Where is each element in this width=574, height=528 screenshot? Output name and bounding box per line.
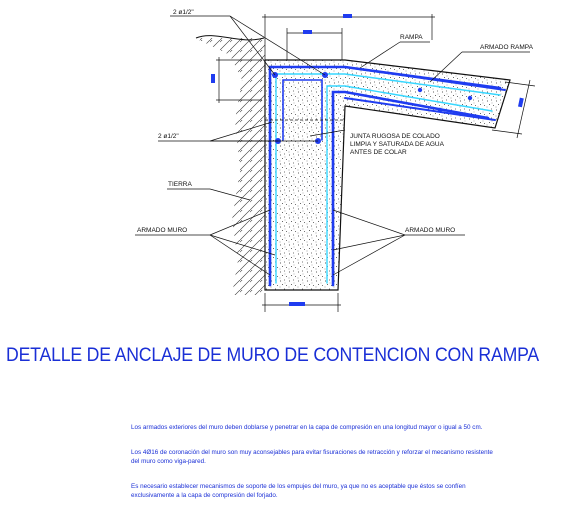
armado-rampa-label: ARMADO RAMPA [480,44,533,51]
junta-line2: LIMPIA Y SATURADA DE AGUA [350,141,444,148]
soil-hatch [195,36,265,295]
top-rebar-label: 2 ø1/2" [173,9,194,16]
junta-line1: JUNTA RUGOSA DE COLADO [350,133,440,140]
armado-muro-right-label: ARMADO MURO [405,227,456,234]
rampa-label: RAMPA [400,34,423,41]
tierra-label: TIERRA [168,181,192,188]
page-title: DETALLE DE ANCLAJE DE MURO DE CONTENCION CON RAMPA [6,345,539,366]
note-2: Los 4Ø16 de coronación del muro son muy aconsejables para evitar fisuraciones de retracción y reforzar el mecanismo resistente del muro como viga-pared. [131,449,493,465]
note-1: Los armados exteriores del muro deben doblarse y penetrar en la capa de compresión en una longitud mayor o igual a 50 cm. [131,424,483,431]
side-rebar-label: 2 ø1/2" [158,133,179,140]
rebar-dot [418,88,422,92]
junta-line3: ANTES DE COLAR [350,149,407,156]
notes-block [131,423,501,516]
armado-muro-left-label: ARMADO MURO [137,227,188,234]
rebar-dot [468,96,472,100]
note-3: Es necesario establecer mecanismos de soporte de los empujes del muro, ya que no es aceptable que éstos se confíen exclusivamente a la capa de compresión del forjado. [131,483,466,499]
concrete-section [265,60,510,290]
rebar-dot [438,108,442,112]
